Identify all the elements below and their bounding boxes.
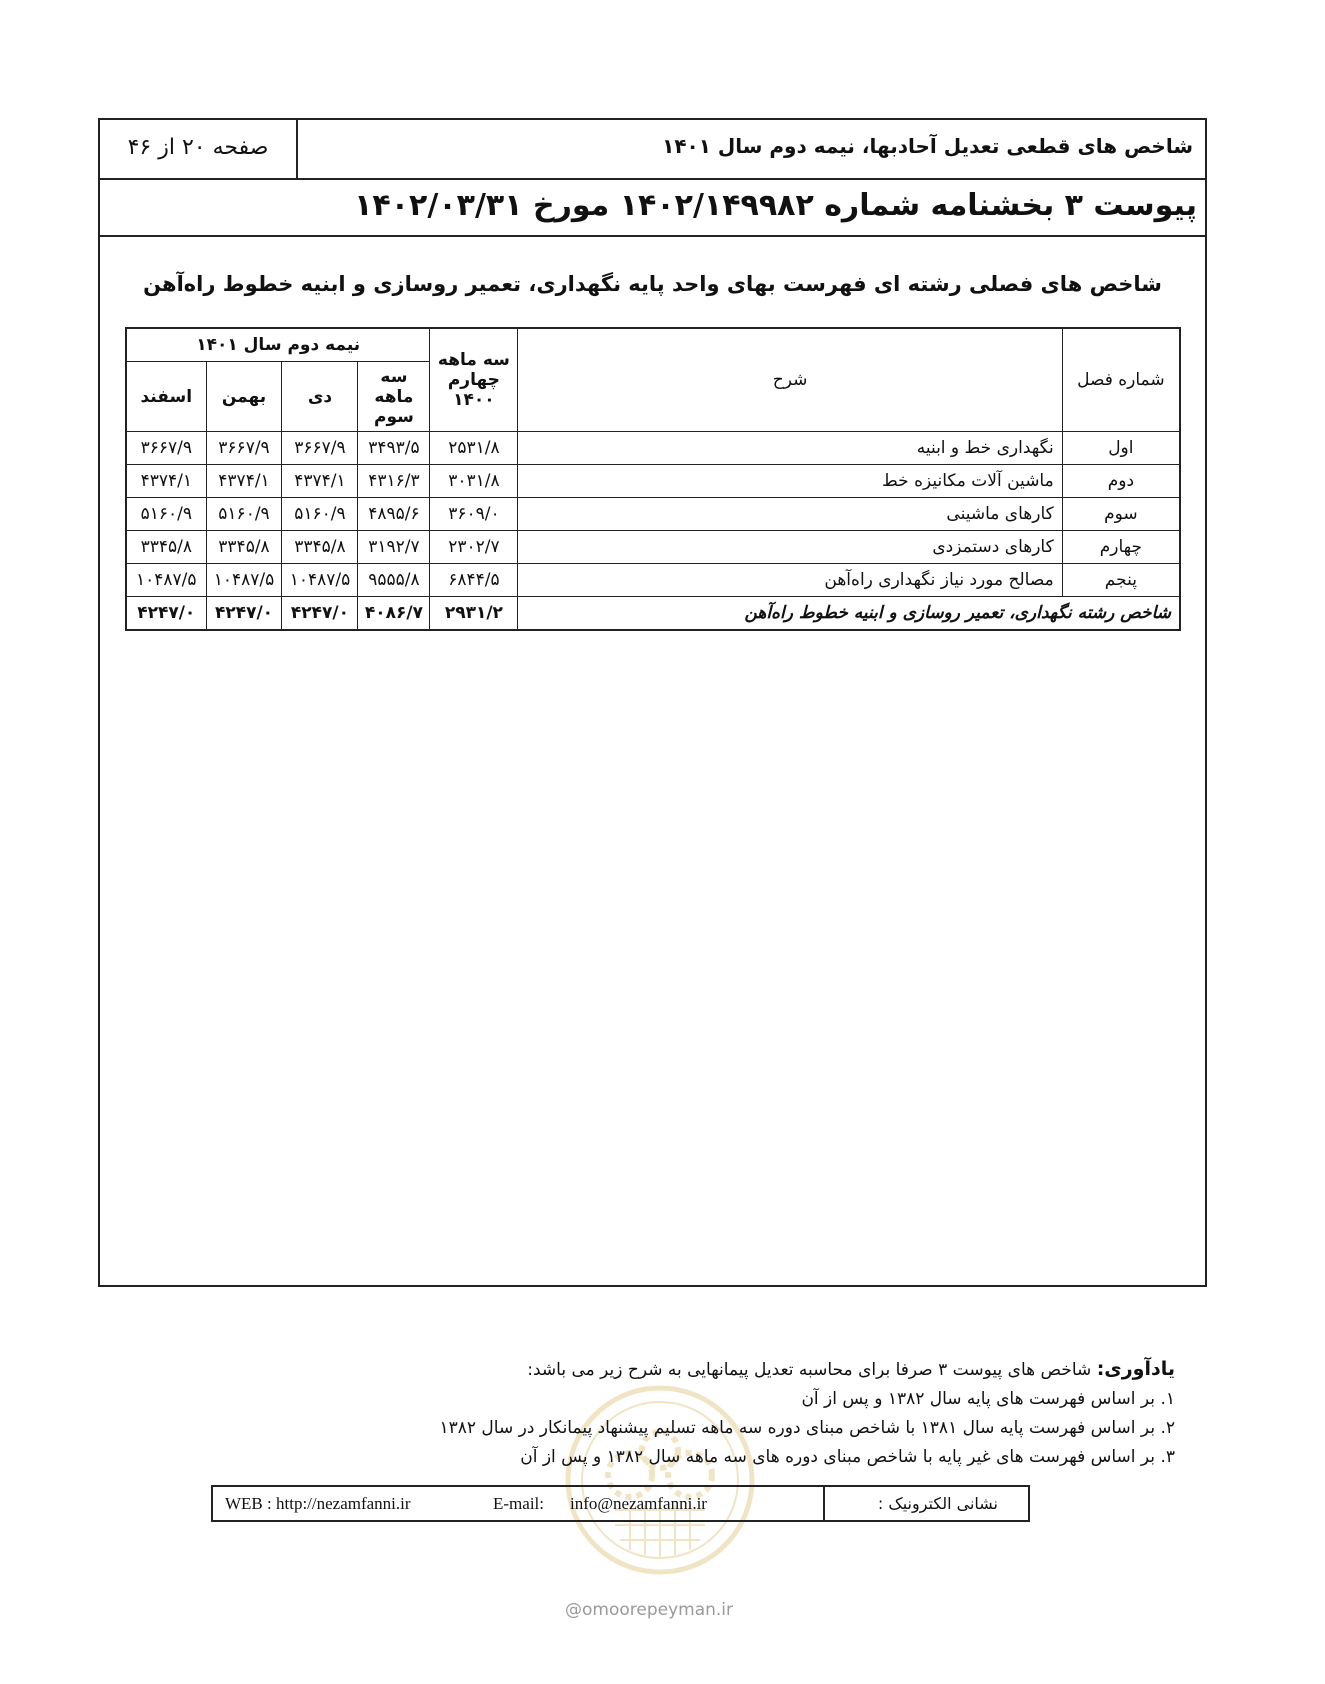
document-title: شاخص های قطعی تعدیل آحادبها، نیمه دوم سال ۱۴۰۱ [662, 134, 1193, 158]
header-q4-1400: سه ماهه چهارم ۱۴۰۰ [430, 328, 518, 432]
cell-esfand: ۵۱۶۰/۹ [126, 498, 206, 531]
cell-q4: ۲۵۳۱/۸ [430, 432, 518, 465]
header-chapter: شماره فصل [1062, 328, 1180, 432]
cell-chapter: چهارم [1062, 531, 1180, 564]
cell-esfand: ۴۳۷۴/۱ [126, 465, 206, 498]
notes-intro-line [175, 1355, 1175, 1385]
table-row [126, 564, 1180, 597]
website-link[interactable]: WEB : http://nezamfanni.ir [225, 1494, 411, 1513]
index-table [125, 327, 1181, 631]
notes-intro: شاخص های پیوست ۳ صرفا برای محاسبه تعدیل پیمانهایی به شرح زیر می باشد: [527, 1360, 1092, 1380]
cell-q4: ۳۰۳۱/۸ [430, 465, 518, 498]
table-row [126, 465, 1180, 498]
email-link[interactable]: info@nezamfanni.ir [570, 1494, 707, 1513]
cell-chapter: دوم [1062, 465, 1180, 498]
cell-esfand: ۱۰۴۸۷/۵ [126, 564, 206, 597]
cell-description: کارهای ماشینی [518, 498, 1062, 531]
cell-esfand: ۳۶۶۷/۹ [126, 432, 206, 465]
cell-bahman: ۳۶۶۷/۹ [206, 432, 282, 465]
cell-q3: ۳۴۹۳/۵ [358, 432, 430, 465]
total-q3: ۴۰۸۶/۷ [358, 597, 430, 631]
cell-chapter: پنجم [1062, 564, 1180, 597]
header-second-half-1401: نیمه دوم سال ۱۴۰۱ [126, 328, 430, 362]
header-row [100, 120, 1205, 180]
reminder-notes [175, 1355, 1175, 1472]
cell-dey: ۵۱۶۰/۹ [282, 498, 358, 531]
header-dey: دی [282, 362, 358, 432]
email-label: E-mail: [493, 1494, 544, 1513]
cell-bahman: ۵۱۶۰/۹ [206, 498, 282, 531]
cell-description: نگهداری خط و ابنیه [518, 432, 1062, 465]
cell-q3: ۳۱۹۲/۷ [358, 531, 430, 564]
cell-esfand: ۳۳۴۵/۸ [126, 531, 206, 564]
cell-bahman: ۴۳۷۴/۱ [206, 465, 282, 498]
cell-description: ماشین آلات مکانیزه خط [518, 465, 1062, 498]
total-bahman: ۴۲۴۷/۰ [206, 597, 282, 631]
table-row [126, 432, 1180, 465]
table-row [126, 498, 1180, 531]
cell-bahman: ۱۰۴۸۷/۵ [206, 564, 282, 597]
total-q4: ۲۹۳۱/۲ [430, 597, 518, 631]
notes-label: یادآوری: [1096, 1358, 1175, 1380]
total-esfand: ۴۲۴۷/۰ [126, 597, 206, 631]
total-description: شاخص رشته نگهداری، تعمیر روسازی و ابنیه خطوط راه‌آهن [518, 597, 1180, 631]
cell-q4: ۶۸۴۴/۵ [430, 564, 518, 597]
table-header-row [126, 328, 1180, 362]
total-dey: ۴۲۴۷/۰ [282, 597, 358, 631]
cell-dey: ۱۰۴۸۷/۵ [282, 564, 358, 597]
page-number: صفحه ۲۰ از ۴۶ [100, 120, 298, 178]
cell-dey: ۴۳۷۴/۱ [282, 465, 358, 498]
circular-row [100, 180, 1205, 237]
cell-q3: ۴۳۱۶/۳ [358, 465, 430, 498]
cell-chapter: سوم [1062, 498, 1180, 531]
cell-q4: ۳۶۰۹/۰ [430, 498, 518, 531]
contact-box [211, 1485, 1030, 1522]
table-title: شاخص های فصلی رشته ای فهرست بهای واحد پایه نگهداری، تعمیر روسازی و ابنیه خطوط راه‌آهن [143, 272, 1162, 296]
cell-q4: ۲۳۰۲/۷ [430, 531, 518, 564]
cell-q3: ۹۵۵۵/۸ [358, 564, 430, 597]
cell-dey: ۳۶۶۷/۹ [282, 432, 358, 465]
cell-dey: ۳۳۴۵/۸ [282, 531, 358, 564]
notes-item: ۳. بر اساس فهرست های غیر پایه با شاخص مبنای دوره های سه ماهه سال ۱۳۸۲ و پس از آن [520, 1447, 1175, 1467]
circular-reference: پیوست ۳ بخشنامه شماره ۱۴۰۲/۱۴۹۹۸۲ مورخ ۱۴۰۲/۰۳/۳۱ [354, 188, 1197, 223]
header-description: شرح [518, 328, 1062, 432]
notes-item: ۲. بر اساس فهرست پایه سال ۱۳۸۱ با شاخص مبنای دوره سه ماهه تسلیم پیشنهاد پیمانکار در سال ۱۳۸۲ [439, 1418, 1175, 1438]
notes-item: ۱. بر اساس فهرست های پایه سال ۱۳۸۲ و پس از آن [801, 1389, 1175, 1409]
contact-label: نشانی الکترونیک : [823, 1487, 1028, 1520]
cell-bahman: ۳۳۴۵/۸ [206, 531, 282, 564]
document-frame [98, 118, 1207, 1287]
header-bahman: بهمن [206, 362, 282, 432]
cell-description: مصالح مورد نیاز نگهداری راه‌آهن [518, 564, 1062, 597]
watermark-text: @omoorepeyman.ir [565, 1600, 734, 1620]
cell-chapter: اول [1062, 432, 1180, 465]
header-esfand: اسفند [126, 362, 206, 432]
header-q3: سه ماهه سوم [358, 362, 430, 432]
cell-description: کارهای دستمزدی [518, 531, 1062, 564]
cell-q3: ۴۸۹۵/۶ [358, 498, 430, 531]
table-total-row [126, 597, 1180, 631]
table-row [126, 531, 1180, 564]
